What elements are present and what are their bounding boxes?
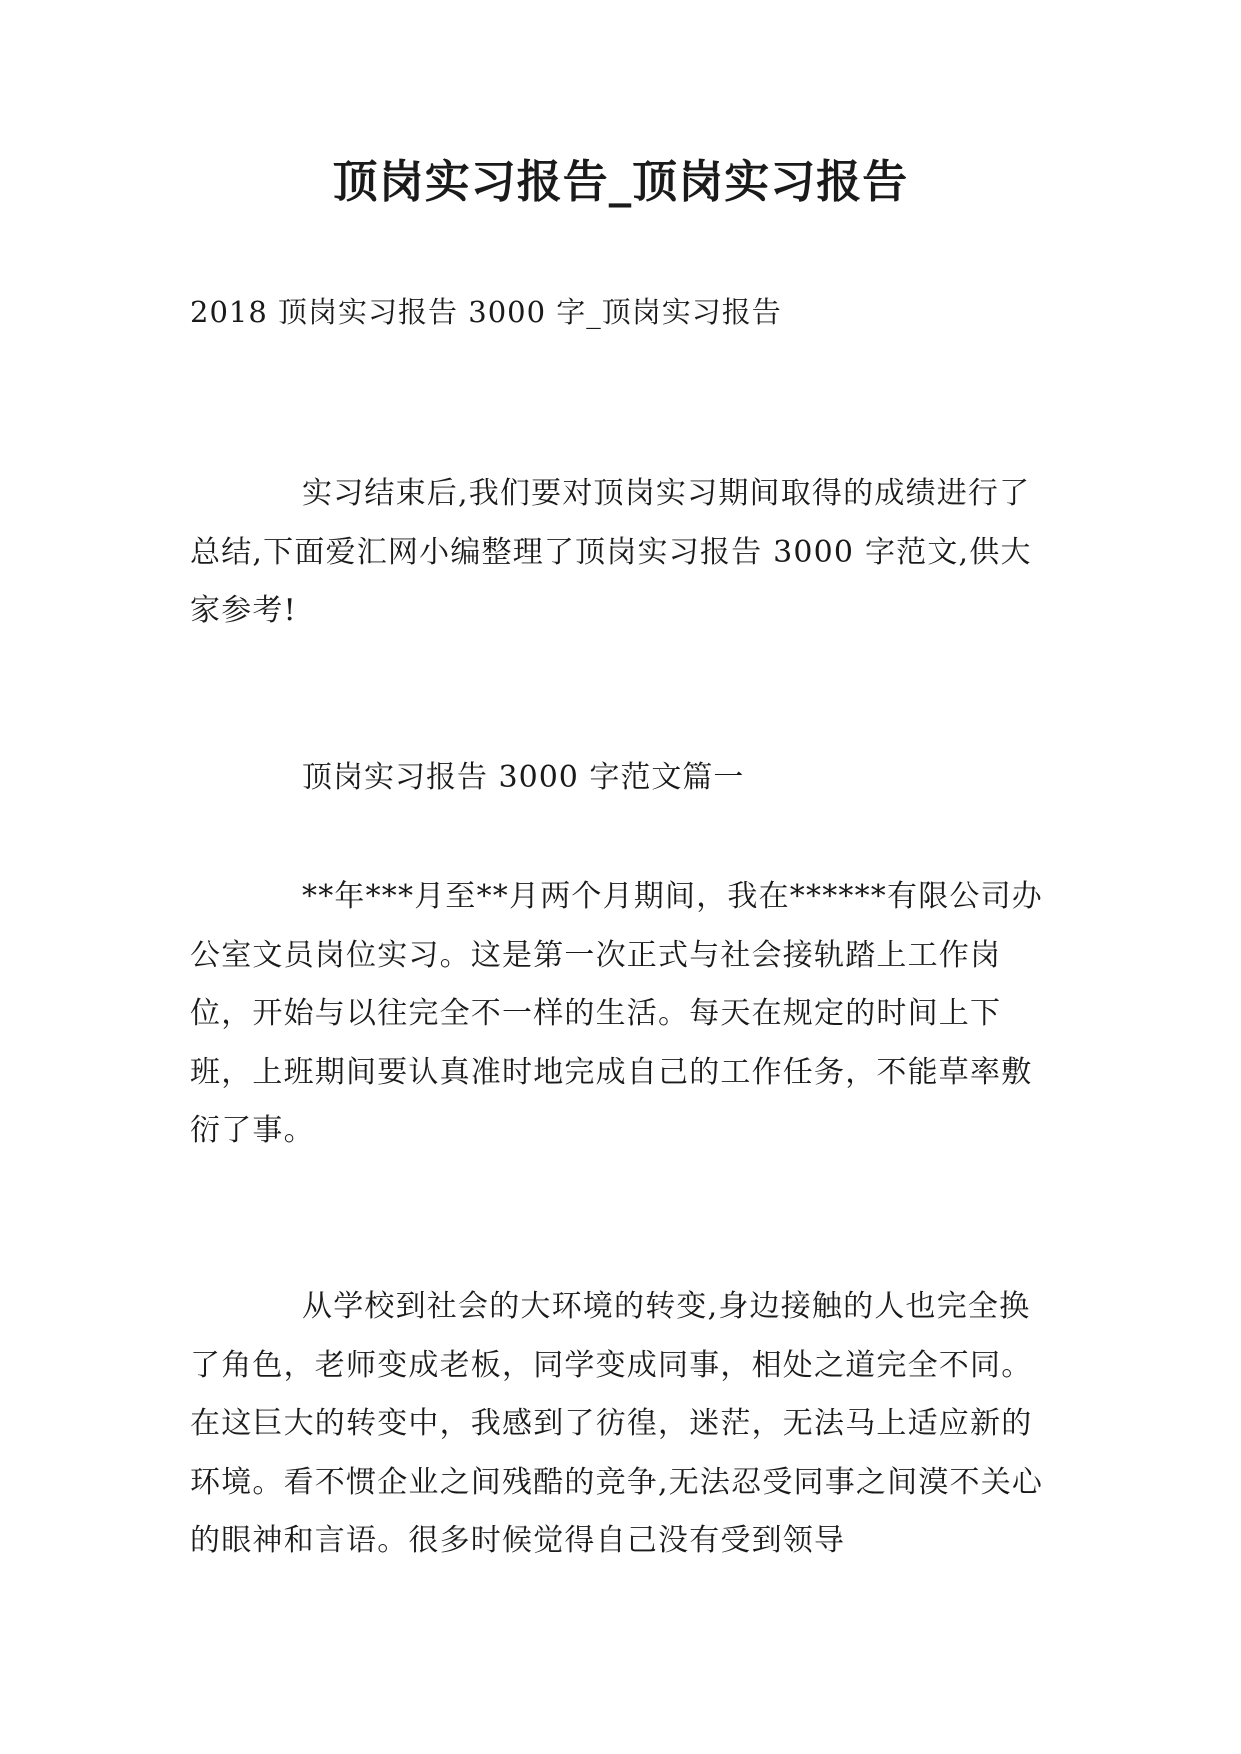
- body-paragraph-1: **年***月至**月两个月期间，我在******有限公司办公室文员岗位实习。这是第一次正式与社会接轨踏上工作岗位，开始与以往完全不一样的生活。每天在规定的时间上下班，上班期间要认真准时地完成自己的工作任务，不能草率敷衍了事。: [190, 879, 1043, 1149]
- body-paragraph-2: 从学校到社会的大环境的转变,身边接触的人也完全换了角色，老师变成老板，同学变成同事，相处之道完全不同。在这巨大的转变中，我感到了彷徨，迷茫，无法马上适应新的环境。看不惯企业之间残酷的竞争,无法忍受同事之间漠不关心的眼神和言语。很多时候觉得自己没有受到领导: [190, 1289, 1044, 1559]
- section-heading: 顶岗实习报告 3000 字范文篇一: [302, 760, 745, 795]
- document-title: 顶岗实习报告_顶岗实习报告: [332, 155, 909, 208]
- document-subtitle: 2018 顶岗实习报告 3000 字_顶岗实习报告: [190, 295, 782, 329]
- intro-paragraph: 实习结束后,我们要对顶岗实习期间取得的成绩进行了总结,下面爱汇网小编整理了顶岗实习报告 3000 字范文,供大家参考!: [190, 476, 1032, 629]
